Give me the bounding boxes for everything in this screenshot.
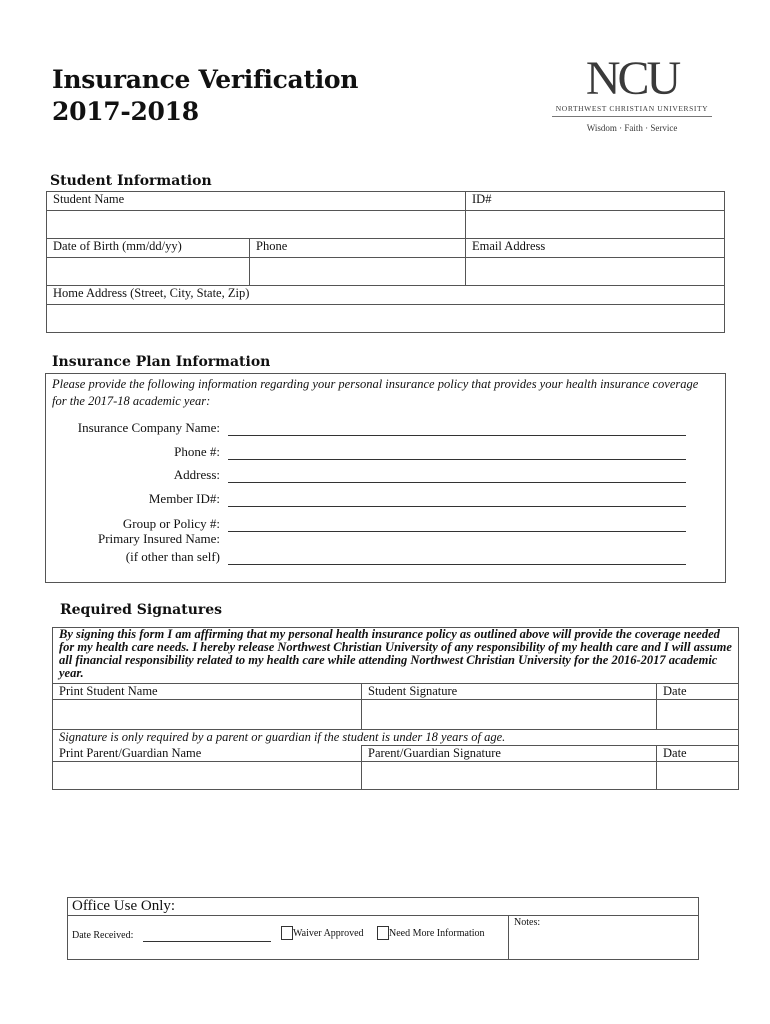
member-id-row	[46, 489, 686, 507]
logo-tagline: Wisdom · Faith · Service	[586, 123, 678, 133]
plan-address-field[interactable]	[228, 482, 686, 483]
group-policy-field[interactable]	[228, 531, 686, 532]
title-line-1: Insurance Verification	[52, 65, 359, 94]
need-more-info-checkbox[interactable]	[377, 926, 389, 940]
plan-phone-row	[46, 442, 686, 460]
home-address-label: Home Address (Street, City, State, Zip)	[47, 286, 725, 305]
plan-phone-field[interactable]	[228, 459, 686, 460]
phone-label: Phone	[250, 239, 466, 258]
ncu-logo	[552, 54, 712, 133]
plan-phone-label: Phone #:	[174, 444, 220, 459]
date-received-label: Date Received:	[72, 930, 134, 941]
signature-disclaimer: By signing this form I am affirming that my personal health insurance policy as outlined above will provide the coverage needed for my health care needs. I hereby release Northwest Christian University of any responsibility of my health care and I will assume all financial responsibility related to my health care while attending Northwest Christian University for the 2016-2017 academic year.	[53, 628, 739, 684]
student-date-field[interactable]	[657, 700, 739, 730]
dob-field[interactable]	[47, 258, 250, 286]
company-name-row	[46, 418, 686, 436]
parent-signature-field[interactable]	[362, 762, 657, 790]
student-info-table	[46, 191, 725, 333]
home-address-field[interactable]	[47, 305, 725, 333]
plan-info-heading: Insurance Plan Information	[52, 354, 271, 370]
student-info-heading: Student Information	[50, 173, 212, 189]
print-student-name-label: Print Student Name	[53, 684, 362, 700]
primary-insured-label: Primary Insured Name:	[97, 531, 220, 546]
office-divider	[68, 915, 509, 916]
student-signature-label: Student Signature	[362, 684, 657, 700]
parent-date-field[interactable]	[657, 762, 739, 790]
id-label: ID#	[466, 192, 725, 211]
student-signature-field[interactable]	[362, 700, 657, 730]
student-date-label: Date	[657, 684, 739, 700]
group-policy-label: Group or Policy #:	[122, 516, 220, 531]
logo-mark: NCU	[585, 52, 679, 105]
date-received-field[interactable]	[143, 941, 271, 942]
member-id-field[interactable]	[228, 506, 686, 507]
company-name-field[interactable]	[228, 435, 686, 436]
guardian-note: Signature is only required by a parent or guardian if the student is under 18 years of age.	[53, 730, 739, 746]
group-policy-row	[46, 514, 686, 532]
office-use-title: Office Use Only:	[72, 898, 176, 914]
email-field[interactable]	[466, 258, 725, 286]
email-label: Email Address	[466, 239, 725, 258]
plan-info-intro: Please provide the following information regarding your personal insurance policy that provides your health insurance coverage for the 2017-18 academic year:	[52, 377, 699, 408]
waiver-approved-label: Waiver Approved	[293, 928, 364, 939]
title-line-2: 2017-2018	[52, 97, 199, 126]
plan-address-row	[46, 465, 686, 483]
print-parent-name-label: Print Parent/Guardian Name	[53, 746, 362, 762]
student-name-label: Student Name	[47, 192, 466, 211]
id-field[interactable]	[466, 211, 725, 239]
dob-label: Date of Birth (mm/dd/yy)	[47, 239, 250, 258]
plan-address-label: Address:	[173, 467, 220, 482]
parent-date-label: Date	[657, 746, 739, 762]
print-parent-name-field[interactable]	[53, 762, 362, 790]
parent-signature-label: Parent/Guardian Signature	[362, 746, 657, 762]
student-name-field[interactable]	[47, 211, 466, 239]
primary-insured-field[interactable]	[228, 564, 686, 565]
company-name-label: Insurance Company Name:	[77, 420, 220, 435]
print-student-name-field[interactable]	[53, 700, 362, 730]
signatures-heading: Required Signatures	[60, 602, 223, 618]
primary-insured-sublabel: (if other than self)	[125, 549, 220, 564]
need-more-info-label: Need More Information	[389, 928, 485, 939]
primary-insured-row	[46, 531, 686, 565]
member-id-label: Member ID#:	[148, 491, 220, 506]
notes-label: Notes:	[514, 917, 541, 928]
signatures-table	[52, 627, 739, 790]
waiver-approved-checkbox[interactable]	[281, 926, 293, 940]
logo-university-name: NORTHWEST CHRISTIAN UNIVERSITY	[552, 104, 712, 117]
page-title	[52, 64, 358, 128]
phone-field[interactable]	[250, 258, 466, 286]
